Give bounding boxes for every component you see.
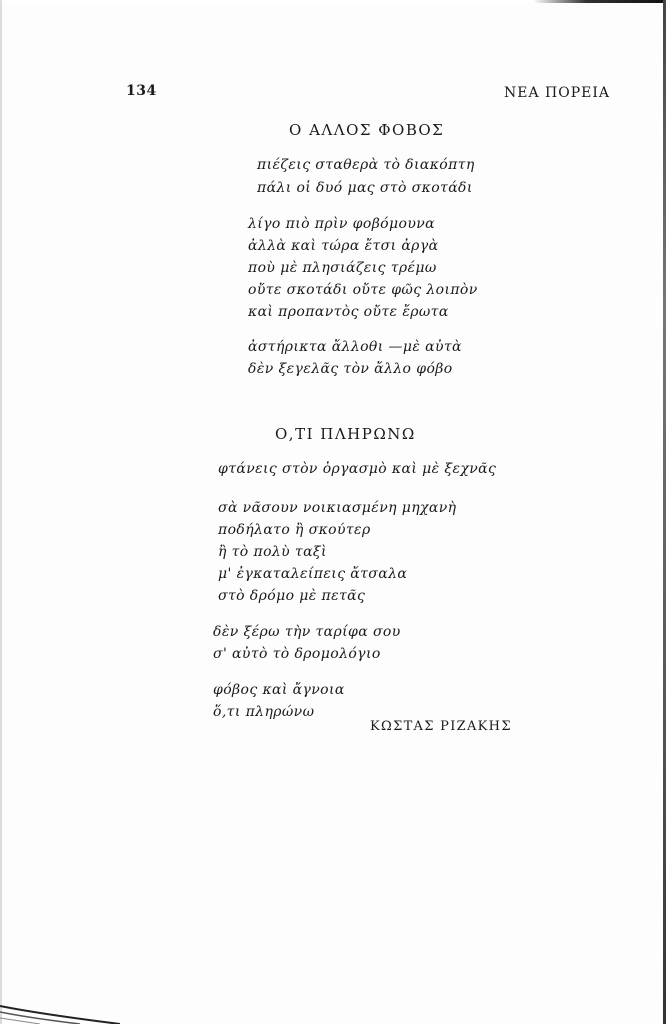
page-number: 134 — [126, 83, 157, 99]
poem-line: φόβος καὶ ἄγνοια — [213, 682, 345, 698]
poem-line: οὔτε σκοτάδι οὔτε φῶς λοιπὸν — [248, 282, 478, 298]
author-name: ΚΩΣΤΑΣ ΡΙΖΑΚΗΣ — [370, 719, 512, 734]
poem-line: ἢ τὸ πολὺ ταξὶ — [218, 544, 327, 560]
poem-line: ὅ,τι πληρώνω — [213, 704, 315, 720]
poem-line: ποὺ μὲ πλησιάζεις τρέμω — [248, 260, 437, 276]
running-head: ΝΕΑ ΠΟΡΕΙΑ — [504, 85, 610, 101]
poem-title-2: Ο,ΤΙ ΠΛΗΡΩΝΩ — [275, 425, 416, 443]
page-edge-bottom-curl — [0, 1000, 120, 1024]
poem-line: στὸ δρόμο μὲ πετᾶς — [218, 588, 366, 604]
poem-line: πιέζεις σταθερὰ τὸ διακόπτη — [257, 157, 475, 173]
poem-line: λίγο πιὸ πρὶν φοβόμουνα — [248, 216, 436, 232]
poem-line: δὲν ξεγελᾶς τὸν ἄλλο φόβο — [248, 361, 453, 377]
poem-line: σ' αὐτὸ τὸ δρομολόγιο — [213, 646, 381, 662]
poem-line: φτάνεις στὸν ὀργασμὸ καὶ μὲ ξεχνᾶς — [218, 461, 497, 477]
poem-line: ἀστήρικτα ἄλλοθι —μὲ αὐτὰ — [248, 339, 462, 355]
page-edge-left — [0, 0, 2, 1024]
poem-line: καὶ προπαντὸς οὔτε ἔρωτα — [248, 304, 449, 320]
poem-line: πάλι οἱ δυό μας στὸ σκοτάδι — [257, 180, 473, 196]
poem-line: μ' ἐγκαταλείπεις ἄτσαλα — [218, 566, 408, 582]
page-edge-top — [0, 0, 666, 3]
poem-line: δὲν ξέρω τὴν ταρίφα σου — [213, 624, 401, 640]
poem-title-1: Ο ΑΛΛΟΣ ΦΟΒΟΣ — [289, 121, 445, 139]
poem-line: ποδήλατο ἢ σκούτερ — [218, 522, 371, 538]
poem-line: ἀλλὰ καὶ τώρα ἔτσι ἀργὰ — [248, 238, 439, 254]
poem-line: σὰ νᾶσουν νοικιασμένη μηχανὴ — [218, 500, 457, 516]
